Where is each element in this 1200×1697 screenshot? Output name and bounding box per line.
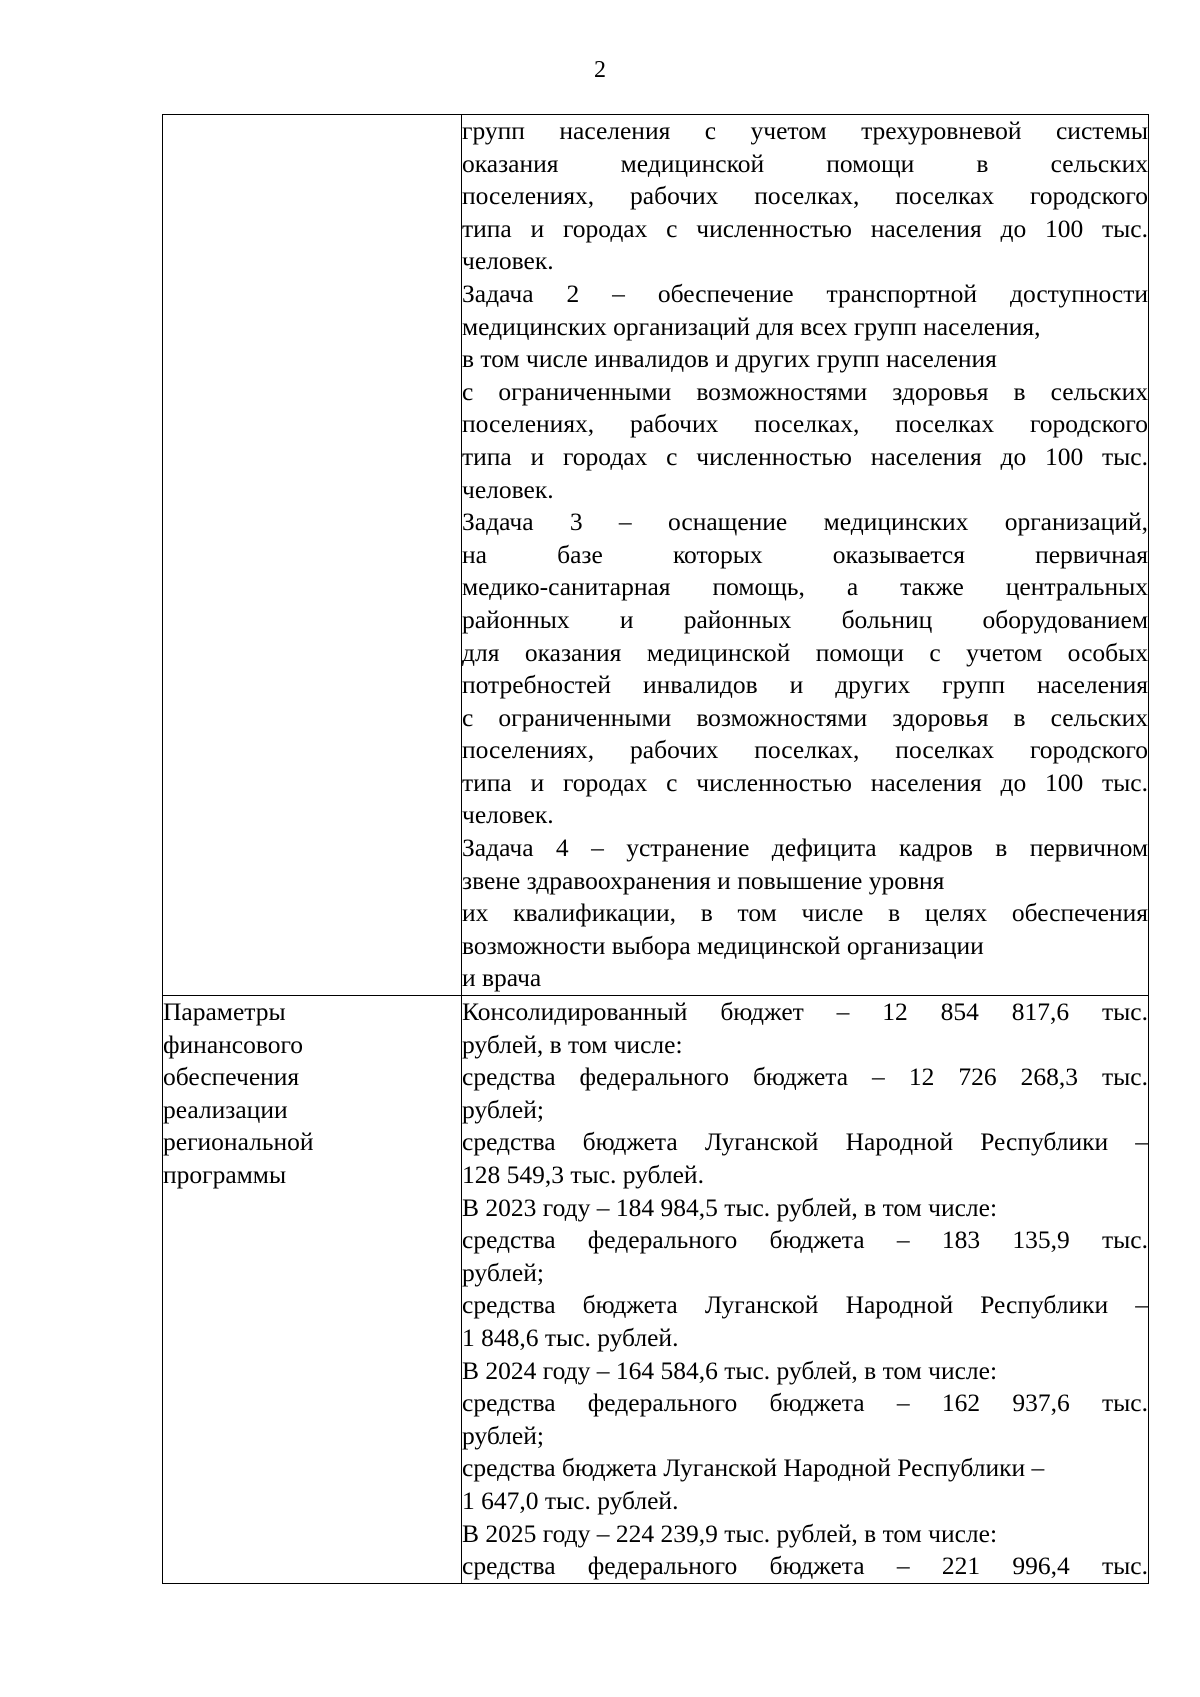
text-line: средства федерального бюджета – 12 726 268,3 тыс. [462,1062,1148,1092]
page-number: 2 [594,57,606,83]
text-line: медицинских организаций для всех групп населения, [462,311,1041,341]
text-line: Задача 2 – обеспечение транспортной доступности [462,278,1148,308]
text-line: 128 549,3 тыс. рублей. [462,1160,704,1189]
text-line: средства федерального бюджета – 221 996,4 тыс. [462,1551,1148,1581]
text-line: человек. [462,246,554,276]
text-line: 1 647,0 тыс. рублей. [462,1485,679,1515]
text-line: групп населения с учетом трехуровневой системы [462,116,1148,145]
text-line: типа и городах с численностью населения до 100 тыс. [462,441,1148,471]
table-row-financing [163,996,1149,1584]
text-line: для оказания медицинской помощи с учетом особых [462,637,1148,667]
label-line: финансового [163,1029,304,1059]
text-line: в том числе инвалидов и других групп населения [462,344,997,374]
text-line: В 2025 году – 224 239,9 тыс. рублей, в том числе: [462,1518,998,1548]
text-line: Консолидированный бюджет – 12 854 817,6 тыс. [462,997,1148,1027]
text-line: человек. [462,474,554,504]
text-line: поселениях, рабочих поселках, поселках городского [462,409,1148,439]
text-line: типа и городах с численностью населения до 100 тыс. [462,213,1148,243]
text-line: рублей; [462,1257,544,1287]
financing-label-cell [163,996,462,1584]
text-line: Задача 4 – устранение дефицита кадров в первичном [462,833,1148,863]
program-passport-table [162,114,1149,1584]
label-line: программы [163,1160,287,1189]
text-line: В 2024 году – 164 584,6 тыс. рублей, в том числе: [462,1355,998,1385]
text-line: возможности выбора медицинской организации [462,930,984,960]
text-line: поселениях, рабочих поселках, поселках городского [462,181,1148,211]
text-line: В 2023 году – 184 984,5 тыс. рублей, в том числе: [462,1192,998,1222]
financing-text-cell [462,996,1149,1584]
label-line: реализации [163,1094,288,1124]
text-line: с ограниченными возможностями здоровья в сельских [462,702,1148,732]
row-label-cell-empty [163,115,462,996]
label-line: региональной [163,1127,314,1157]
text-line: 1 848,6 тыс. рублей. [462,1322,679,1352]
text-line: средства бюджета Луганской Народной Республики – [462,1453,1045,1483]
text-line: поселениях, рабочих поселках, поселках городского [462,735,1148,765]
text-line: средства бюджета Луганской Народной Республики – [462,1127,1148,1157]
objectives-text-cell [462,115,1149,996]
text-line: человек. [462,800,554,830]
text-line: рублей, в том числе: [462,1029,683,1059]
text-line: и врача [462,963,542,993]
label-line: Параметры [163,997,286,1027]
text-line: оказания медицинской помощи в сельских [462,148,1148,178]
text-line: районных и районных больниц оборудованием [462,604,1148,634]
text-line: средства федерального бюджета – 183 135,9 тыс. [462,1225,1148,1255]
text-line: звене здравоохранения и повышение уровня [462,865,945,895]
text-line: на базе которых оказывается первичная [462,539,1148,569]
text-line: рублей; [462,1420,544,1450]
text-line: рублей; [462,1094,544,1124]
text-line: их квалификации, в том числе в целях обеспечения [462,898,1148,928]
text-line: потребностей инвалидов и других групп населения [462,670,1148,700]
text-line: с ограниченными возможностями здоровья в сельских [462,376,1148,406]
table-row-objectives [163,115,1149,996]
label-line: обеспечения [163,1062,300,1092]
text-line: средства федерального бюджета – 162 937,6 тыс. [462,1388,1148,1418]
text-line: типа и городах с численностью населения до 100 тыс. [462,767,1148,797]
text-line: Задача 3 – оснащение медицинских организаций, [462,507,1148,537]
text-line: медико-санитарная помощь, а также центральных [462,572,1148,602]
text-line: средства бюджета Луганской Народной Республики – [462,1290,1148,1320]
